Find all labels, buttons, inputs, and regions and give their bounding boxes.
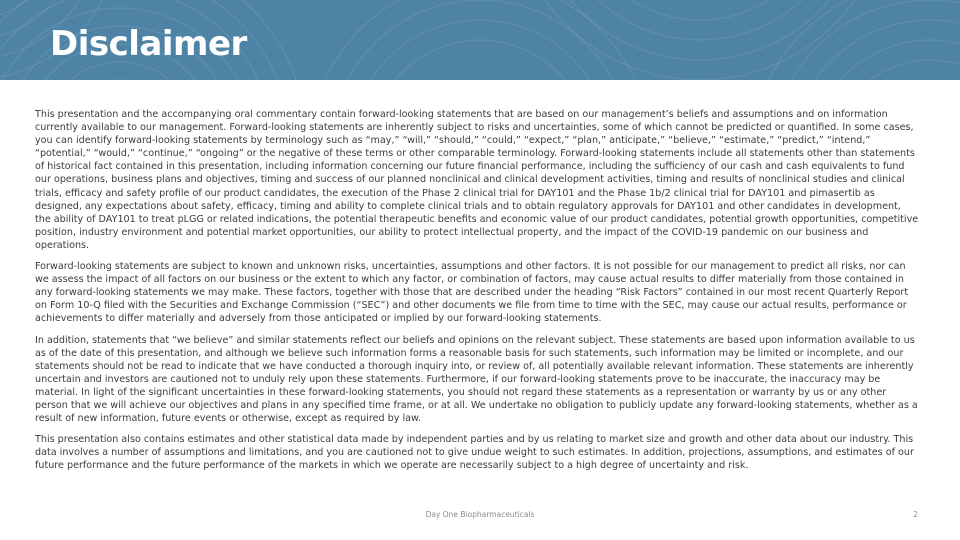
page-number: 2 [913,510,918,519]
disclaimer-paragraph: In addition, statements that “we believe” and similar statements reflect our beliefs and opinions on the relevant subject. These statements are based upon information available to us as of the date of this presentation, and although we believe such information forms a reasonable basis for such statements, such information may be limited or incomplete, and our statements should not be read to indicate that we have conducted a thorough inquiry into, or review of, all potentially available relevant information. These statements are inherently uncertain and investors are cautioned not to unduly rely upon these statements. Furthermore, if our forward-looking statements prove to be inaccurate, the inaccuracy may be material. In light of the significant uncertainties in these forward-looking statements, you should not regard these statements as a representation or warranty by us or any other person that we will achieve our objectives and plans in any specified time frame, or at all. We undertake no obligation to publicly update any forward-looking statements, whether as a result of new information, future events or otherwise, except as required by law. [35,334,918,425]
disclaimer-paragraph: This presentation also contains estimates and other statistical data made by independent parties and by us relating to market size and growth and other data about our industry. This data involves a number of assumptions and limitations, and you are cautioned not to give undue weight to such estimates. In addition, projections, assumptions, and estimates of our future performance and the future performance of the markets in which we operate are necessarily subject to a high degree of uncertainty and risk. [35,434,914,472]
page-title: Disclaimer [50,24,247,64]
disclaimer-paragraph: Forward-looking statements are subject to known and unknown risks, uncertainties, assumptions and other factors. It is not possible for our management to predict all risks, nor can we assess the impact of all factors on our business or the extent to which any factor, or combination of factors, may cause actual results to differ materially from those contained in any forward-looking statements we may make. These factors, together with those that are described under the heading “Risk Factors” contained in our most recent Quarterly Report on Form 10-Q filed with the Securities and Exchange Commission (“SEC”) and other documents we file from time to time with the SEC, may cause our actual results, performance or achievements to differ materially and adversely from those anticipated or implied by our forward-looking statements. [35,261,909,325]
footer-company-name: Day One Biopharmaceuticals [425,510,535,519]
disclaimer-body [35,108,919,480]
disclaimer-paragraph: This presentation and the accompanying oral commentary contain forward-looking statements that are based on our management’s beliefs and assumptions and on information currently available to our management. Forward-looking statements are inherently subject to risks and uncertainties, some of which cannot be predicted or quantified. In some cases, you can identify forward-looking statements by terminology such as “may,” “will,” “should,” “could,” “expect,” “plan,” anticipate,” “believe,” “estimate,” “predict,” “intend,” “potential,” “would,” “continue,” “ongoing” or the negative of these terms or other comparable terminology. Forward-looking statements include all statements other than statements of historical fact contained in this presentation, including information concerning our future financial performance, including the sufficiency of our cash and cash equivalents to fund our operations, business plans and objectives, timing and success of our planned nonclinical and clinical development activities, timing and results of nonclinical studies and clinical trials, efficacy and safety profile of our product candidates, the execution of the Phase 2 clinical trial for DAY101 and the Phase 1b/2 clinical trial for DAY101 and pimasertib as designed, any expectations about safety, efficacy, timing and ability to complete clinical trials and to obtain regulatory approvals for DAY101 and other candidates in development, the ability of DAY101 to treat pLGG or related indications, the potential therapeutic benefits and economic value of our product candidates, potential growth opportunities, competitive position, industry environment and potential market opportunities, our ability to protect intellectual property, and the impact of the COVID-19 pandemic on our business and operations. [35,109,919,251]
header-banner [0,0,960,80]
